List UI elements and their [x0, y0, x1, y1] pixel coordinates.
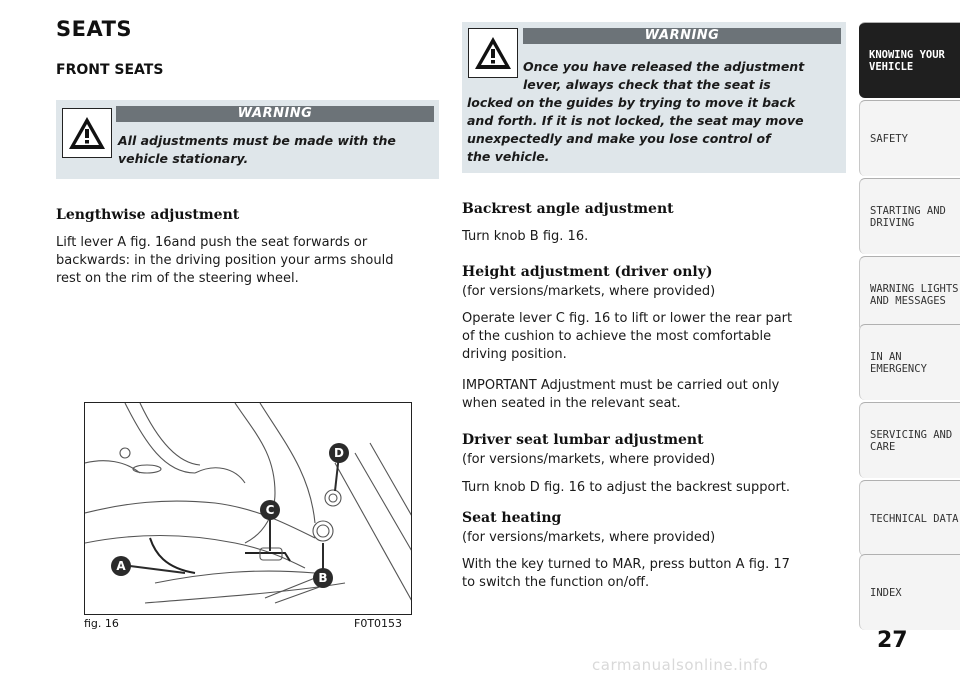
lumbar-heading: Driver seat lumbar adjustment — [462, 432, 704, 448]
warning-text — [118, 132, 436, 168]
tab-label: INDEX — [870, 586, 902, 599]
important-text — [462, 377, 847, 413]
text-line: backwards: in the driving position your arms should — [56, 253, 394, 268]
warning-box-vehicle-stationary — [56, 100, 439, 179]
tab-warning-lights[interactable] — [859, 256, 960, 332]
warning-line: locked on the guides by trying to move it back — [467, 95, 796, 110]
text-line: driving position. — [462, 347, 567, 362]
warning-triangle-icon — [468, 28, 518, 78]
warning-line: the vehicle. — [467, 149, 550, 164]
backrest-text: Turn knob B fig. 16. — [462, 229, 589, 244]
text-line: when seated in the relevant seat. — [462, 396, 681, 411]
text-line: to switch the function on/off. — [462, 575, 650, 590]
tab-label: SAFETY — [870, 132, 908, 145]
height-text — [462, 310, 847, 364]
callout-d: D — [329, 443, 349, 463]
tab-servicing-and-care[interactable] — [859, 402, 960, 478]
page-number: 27 — [877, 628, 908, 653]
height-note: (for versions/markets, where provided) — [462, 284, 716, 299]
tab-index[interactable] — [859, 554, 960, 630]
height-heading: Height adjustment (driver only) — [462, 264, 713, 280]
section-title: FRONT SEATS — [56, 62, 164, 78]
tab-knowing-your-vehicle[interactable] — [859, 22, 960, 98]
tab-in-an-emergency[interactable] — [859, 324, 960, 400]
heating-heading: Seat heating — [462, 510, 562, 526]
warning-line: Once you have released the adjustment — [523, 59, 805, 74]
callout-b: B — [313, 568, 333, 588]
warning-line: All adjustments must be made with the — [118, 133, 396, 148]
tab-technical-data[interactable] — [859, 480, 960, 556]
warning-heading: WARNING — [116, 106, 434, 122]
tab-label: SERVICING AND CARE — [870, 428, 953, 453]
backrest-heading: Backrest angle adjustment — [462, 201, 674, 217]
tab-label: TECHNICAL DATA — [870, 512, 959, 525]
warning-line: vehicle stationary. — [118, 151, 249, 166]
seat-illustration — [85, 403, 412, 615]
warning-heading: WARNING — [523, 28, 841, 44]
figure-code: F0T0153 — [354, 617, 403, 630]
text-line: rest on the rim of the steering wheel. — [56, 271, 299, 286]
lumbar-text: Turn knob D fig. 16 to adjust the backrest support. — [462, 480, 791, 495]
lengthwise-text — [56, 234, 441, 288]
callout-a: A — [111, 556, 131, 576]
callout-c: C — [260, 500, 280, 520]
tab-label: WARNING LIGHTS AND MESSAGES — [870, 282, 959, 307]
tab-label: STARTING AND DRIVING — [870, 204, 946, 229]
warning-line: and forth. If it is not locked, the seat may move — [467, 113, 804, 128]
page-title: SEATS — [56, 17, 133, 41]
tab-safety[interactable] — [859, 100, 960, 176]
watermark: carmanualsonline.info — [592, 656, 769, 674]
text-line: Operate lever C fig. 16 to lift or lower the rear part — [462, 311, 793, 326]
text-line: of the cushion to achieve the most comfortable — [462, 329, 772, 344]
warning-box-seat-locked — [462, 22, 846, 173]
seat-figure — [84, 402, 412, 615]
text-line: With the key turned to MAR, press button A fig. 17 — [462, 557, 790, 572]
tab-label: IN AN EMERGENCY — [870, 350, 927, 375]
warning-line: unexpectedly and make you lose control of — [467, 131, 771, 146]
lumbar-note: (for versions/markets, where provided) — [462, 452, 716, 467]
figure-caption: fig. 16 — [84, 617, 119, 630]
tab-starting-and-driving[interactable] — [859, 178, 960, 254]
tab-label: KNOWING YOUR VEHICLE — [869, 48, 945, 73]
lengthwise-heading: Lengthwise adjustment — [56, 207, 240, 223]
text-line: Lift lever A fig. 16and push the seat forwards or — [56, 235, 368, 250]
warning-line: lever, always check that the seat is — [523, 77, 771, 92]
warning-text — [467, 94, 842, 166]
warning-triangle-icon — [62, 108, 112, 158]
heating-text — [462, 556, 847, 592]
heating-note: (for versions/markets, where provided) — [462, 530, 716, 545]
warning-text — [523, 58, 841, 94]
text-line: IMPORTANT Adjustment must be carried out only — [462, 378, 780, 393]
